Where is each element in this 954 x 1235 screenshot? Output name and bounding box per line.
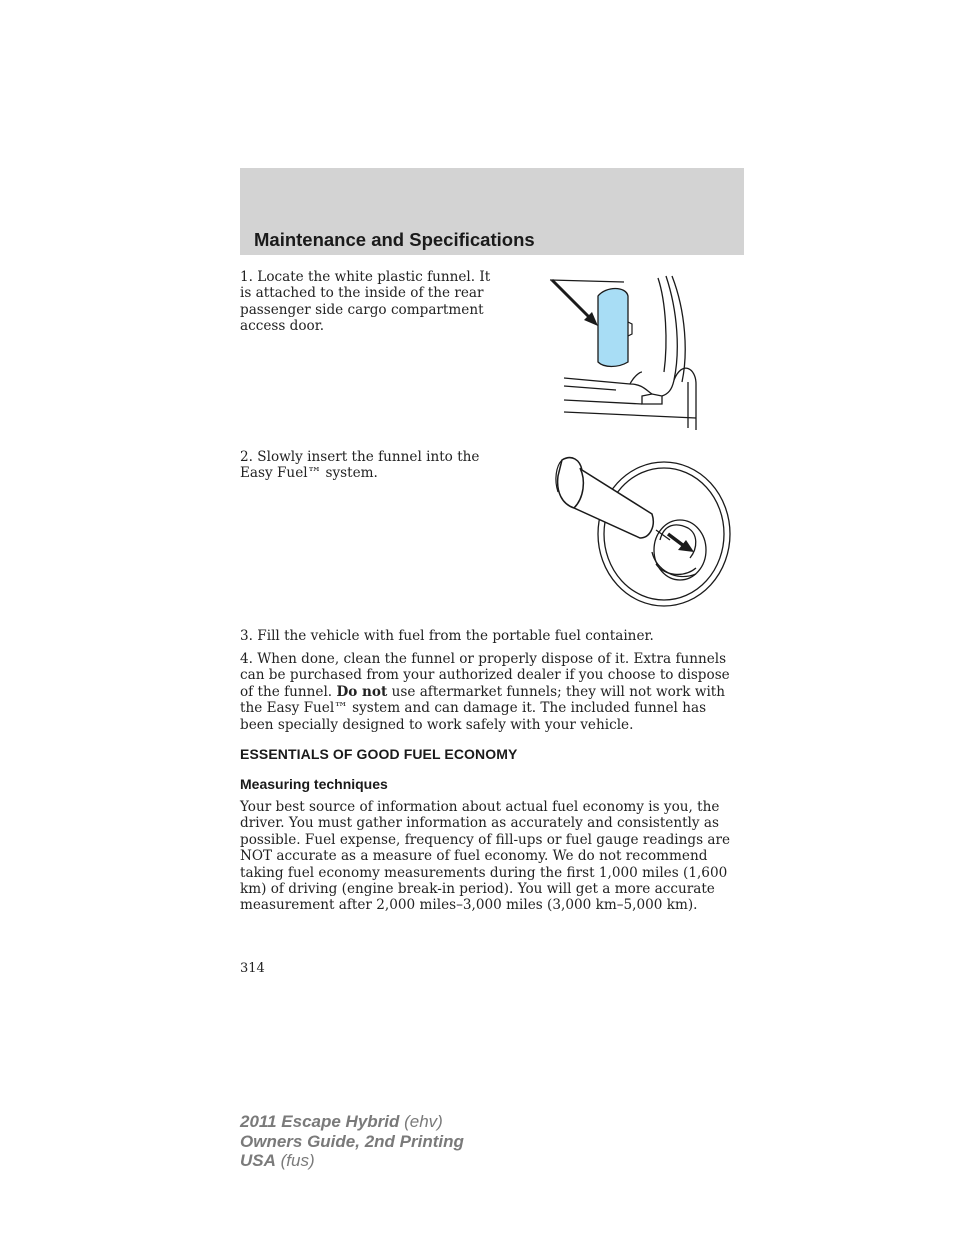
page-number: 314 (240, 961, 265, 976)
footer-line-2 (240, 1132, 464, 1152)
step-2-text: 2. Slowly insert the funnel into the Easy Fuel™ system. (240, 449, 480, 482)
footer-line-1 (240, 1112, 464, 1132)
footer-model: 2011 Escape Hybrid (240, 1112, 400, 1131)
step-1-text: 1. Locate the white plastic funnel. It is attached to the inside of the rear passenger side cargo compartment access door. (240, 269, 491, 335)
step-4-emphasis: Do not (336, 683, 388, 700)
step-4-text-part1: 4. When done, clean the funnel or properly dispose of it. Extra funnels can be purchased from your authorized dealer if you choose to dispose of the funnel. (240, 651, 730, 700)
footer-line-3 (240, 1151, 464, 1171)
footer-edition-info (240, 1112, 464, 1171)
footer-model-code: (ehv) (399, 1112, 443, 1131)
footer-printing: Owners Guide, 2nd Printing (240, 1131, 464, 1151)
section-title: Maintenance and Specifications (254, 229, 535, 250)
measuring-techniques-subheading: Measuring techniques (240, 776, 388, 792)
essentials-heading: ESSENTIALS OF GOOD FUEL ECONOMY (240, 746, 518, 762)
funnel-insertion-illustration (552, 452, 734, 610)
step-3-text: 3. Fill the vehicle with fuel from the portable fuel container. (240, 628, 654, 644)
footer-market-code: (fus) (275, 1151, 315, 1170)
funnel-location-illustration (546, 272, 702, 432)
step-4-text (240, 651, 740, 733)
step-4-text-part2: use aftermarket funnels; they will not work with the Easy Fuel™ system and can damage it. The included funnel has been specially designed to work safely with your vehicle. (240, 683, 726, 733)
footer-market: USA (240, 1151, 276, 1170)
measuring-techniques-paragraph: Your best source of information about actual fuel economy is you, the driver. You must gather information as accurately and consistently as possible. Fuel expense, frequency of fill-ups or fuel gauge readings are NOT accurate as a measure of fuel economy. We do not recommend taking fuel economy measurements during the first 1,000 miles (1,600 km) of driving (engine break-in period). You will get a more accurate measurement after 2,000 miles–3,000 miles (3,000 km–5,000 km). (240, 799, 731, 914)
